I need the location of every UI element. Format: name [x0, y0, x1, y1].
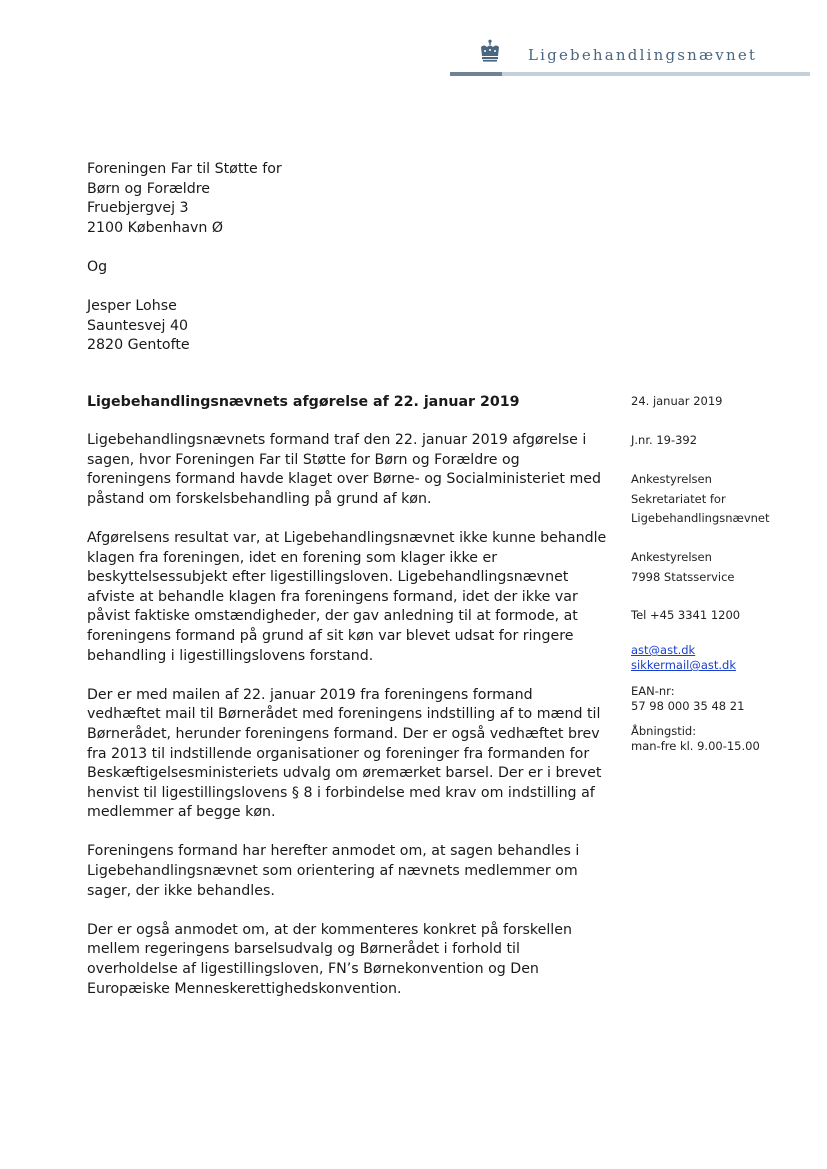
ean-block: EAN-nr: 57 98 000 35 48 21 — [631, 684, 745, 713]
case-number: J.nr. 19-392 — [631, 433, 698, 447]
address-line: Børn og Forældre — [87, 180, 210, 197]
address-line: 2100 København Ø — [87, 219, 224, 236]
recipient-address-1 — [87, 160, 282, 238]
paragraph: Der er også anmodet om, at der kommenteres konkret på forskellen mellem regeringens barselsudvalg og Børnerådet i forhold til overholdelse af ligestillingsloven, FN’s Børnekonvention og Den Europæiske Menneskerettighedskonvention. — [87, 921, 572, 997]
address-line: Foreningen Far til Støtte for — [87, 161, 282, 177]
paragraph: Foreningens formand har herefter anmodet om, at sagen behandles i Ligebehandlingsnævnet som orientering af nævnets medlemmer om sager, der ikke behandles. — [87, 843, 580, 899]
paragraph: Ligebehandlingsnævnets formand traf den 22. januar 2019 afgørelse i sagen, hvor Foreningen Far til Støtte for Børn og Forældre og foreningens formand havde klaget over Børne- og Socialministeriet med påstand om forskelsbehandling på grund af køn. — [87, 432, 602, 507]
opening-hours-block: Åbningstid: man-fre kl. 9.00-15.00 — [631, 724, 760, 753]
paragraph: Afgørelsens resultat var, at Ligebehandlingsnævnet ikke kunne behandle klagen fra foreningen, idet en forening som klager ikke er beskyttelsessubjekt efter ligestillingsloven. Ligebehandlingsnævnet afviste at behandle klagen fra foreningens formand, idet der ikke var påvist faktiske omstændigheder, der gav anledning til at formode, at foreningens formand på grund af sit køn var blevet udsat for ringere behandling i ligestillingslovens forstand. — [87, 529, 607, 664]
logo-bar-light — [502, 72, 810, 76]
sender-block: Ankestyrelsen Sekretariatet for Ligebehandlingsnævnet — [631, 472, 770, 526]
connector: Og — [87, 259, 108, 275]
email-link[interactable]: ast@ast.dk — [631, 643, 696, 657]
email-block — [631, 643, 736, 673]
recipient-address-2 — [87, 297, 190, 356]
letter-heading: Ligebehandlingsnævnets afgørelse af 22. januar 2019 — [87, 394, 520, 410]
address-line: Sauntesvej 40 — [87, 317, 188, 334]
crown-icon — [478, 39, 502, 63]
letter-body — [87, 431, 607, 1019]
phone: Tel +45 3341 1200 — [631, 608, 741, 622]
paragraph: Der er med mailen af 22. januar 2019 fra foreningens formand vedhæftet mail til Børnerådet med foreningens indstilling af to mænd til Børnerådet, herunder foreningens formand. Der er også vedhæftet brev fra 2013 til indstillende organisationer og foreninger fra formanden for Beskæftigelsesministeriets udvalg om øremærket barsel. Der er i brevet henvist til ligestillingslovens § 8 i forbindelse med krav om indstilling af medlemmer af begge køn. — [87, 686, 602, 821]
logo-text: Ligebehandlingsnævnet — [528, 46, 758, 64]
secure-email-link[interactable]: sikkermail@ast.dk — [631, 658, 736, 672]
logo-bar-dark — [450, 72, 502, 76]
letter-date: 24. januar 2019 — [631, 394, 723, 408]
address-line: 2820 Gentofte — [87, 337, 190, 354]
address-line: Fruebjergvej 3 — [87, 200, 189, 217]
postal-block: Ankestyrelsen 7998 Statsservice — [631, 550, 735, 584]
address-line: Jesper Lohse — [87, 298, 177, 314]
